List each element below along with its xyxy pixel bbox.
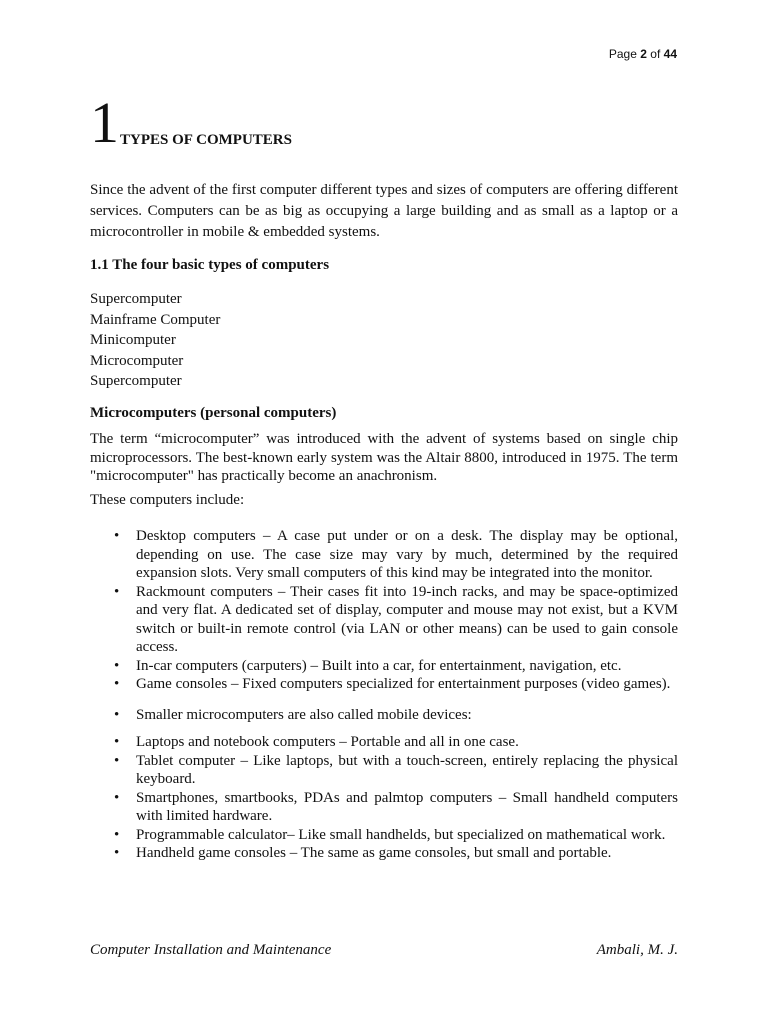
page-current: 2 xyxy=(640,47,647,61)
list-item: Minicomputer xyxy=(90,332,176,348)
list-item: • Smartphones, smartbooks, PDAs and palmtop computers – Small handheld computers with limited hardware. xyxy=(90,789,678,826)
page-total: 44 xyxy=(663,47,677,61)
page-of: of xyxy=(650,47,661,61)
bullet-list-fixed xyxy=(90,527,678,694)
list-item: • Smaller microcomputers are also called mobile devices: xyxy=(90,706,678,725)
chapter-number: 1 xyxy=(90,90,119,155)
page-number xyxy=(609,47,677,61)
bullet-list-mobile xyxy=(90,733,678,863)
list-item: • Programmable calculator– Like small handhelds, but specialized on mathematical work. xyxy=(90,826,678,845)
list-item: • Game consoles – Fixed computers specialized for entertainment purposes (video games). xyxy=(90,675,678,694)
footer-author: Ambali, M. J. xyxy=(596,942,678,958)
intro-paragraph: Since the advent of the first computer different types and sizes of computers are offering different services. Computers can be as big as occupying a large building and as small as a laptop or a microcontroller in mobile & embedded systems. xyxy=(90,182,678,240)
list-item: • Desktop computers – A case put under or on a desk. The display may be optional, depending on use. The case size may vary by much, determined by the required expansion slots. Very small computers of this kind may be integrated into the monitor. xyxy=(90,527,678,583)
include-lead-text: These computers include: xyxy=(90,492,245,508)
list-item: Mainframe Computer xyxy=(90,311,221,328)
list-item: • Laptops and notebook computers – Portable and all in one case. xyxy=(90,733,678,752)
footer-course-title: Computer Installation and Maintenance xyxy=(90,942,332,958)
list-item: Supercomputer xyxy=(90,373,182,389)
bullet-list-mobile-intro xyxy=(90,706,678,725)
list-item: • Rackmount computers – Their cases fit into 19-inch racks, and may be space-optimized and very flat. A dedicated set of display, computer and mouse may not exist, but a KVM switch or built-in remote control (via LAN or other means) can be used to gain console access. xyxy=(90,583,678,657)
list-item: • Tablet computer – Like laptops, but with a touch-screen, entirely replacing the physical keyboard. xyxy=(90,752,678,789)
section-heading-types: 1.1 The four basic types of computers xyxy=(90,257,330,273)
chapter-title: TYPES OF COMPUTERS xyxy=(120,132,292,148)
page-footer xyxy=(90,942,678,959)
microcomputer-paragraph: The term “microcomputer” was introduced with the advent of systems based on single chip microprocessors. The best-known early system was the Altair 8800, introduced in 1975. The term "microcomputer" has practically become an anachronism. xyxy=(90,431,678,484)
list-item: • Handheld game consoles – The same as game consoles, but small and portable. xyxy=(90,844,678,863)
computer-types-list xyxy=(90,289,220,392)
list-item: Supercomputer xyxy=(90,291,182,307)
section-heading-microcomputers: Microcomputers (personal computers) xyxy=(90,405,337,421)
list-item: Microcomputer xyxy=(90,352,184,369)
list-item: • In-car computers (carputers) – Built into a car, for entertainment, navigation, etc. xyxy=(90,657,678,676)
chapter-heading xyxy=(90,90,292,155)
page-prefix: Page xyxy=(608,47,637,61)
